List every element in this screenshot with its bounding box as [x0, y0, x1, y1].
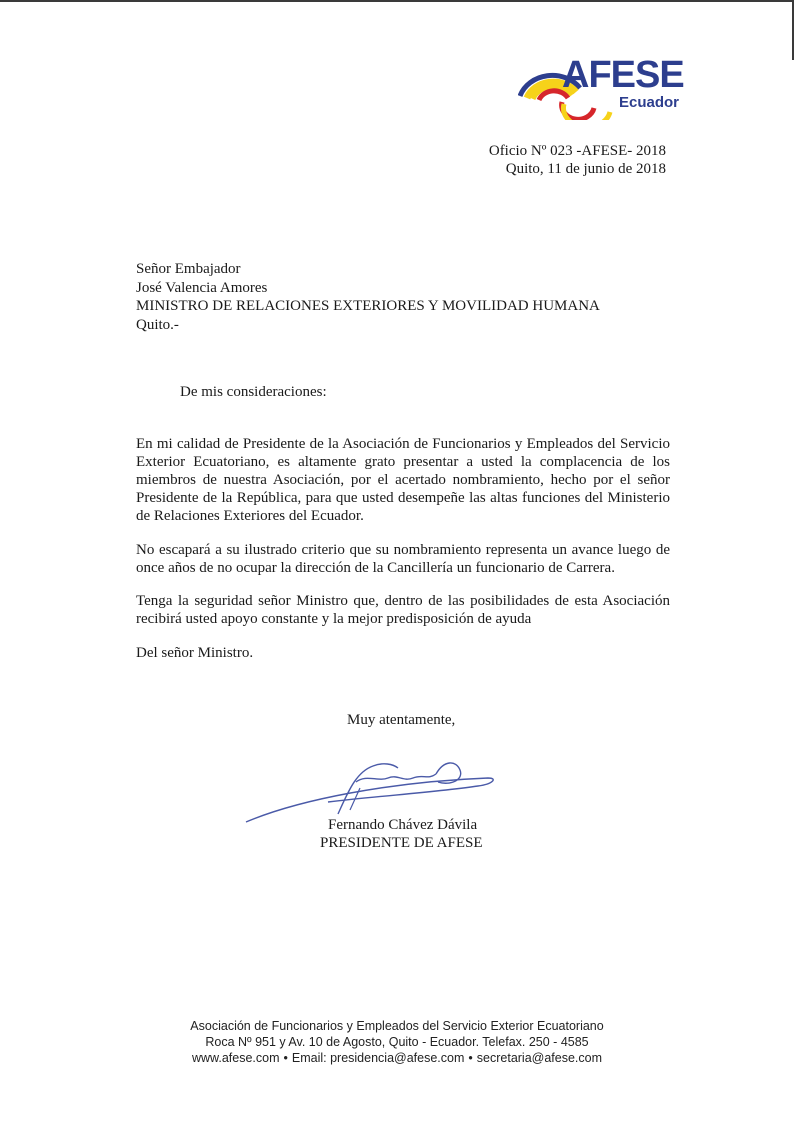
- footer: [150, 1018, 644, 1066]
- footer-website: www.afese.com: [191, 1051, 280, 1065]
- office-number: Oficio Nº 023 -AFESE- 2018: [488, 143, 666, 159]
- paragraph-3: Tenga la seguridad señor Ministro que, dentro de las posibilidades de esta Asociación recibirá usted apoyo constante y la mejor predisposición de ayuda: [136, 593, 670, 627]
- recipient-city: Quito.-: [136, 316, 179, 333]
- paragraph-2: No escapará a su ilustrado criterio que su nombramiento representa un avance luego de once años de no ocupar la dirección de la Cancillería un funcionario de Carrera.: [136, 542, 670, 576]
- recipient-block: [136, 260, 600, 334]
- signer-block: [320, 816, 483, 852]
- footer-email-presidencia: Email: presidencia@afese.com: [291, 1051, 465, 1065]
- footer-address: Roca Nº 951 y Av. 10 de Agosto, Quito - Ecuador. Telefax. 250 - 4585: [205, 1035, 589, 1049]
- afese-logo: [518, 54, 684, 120]
- footer-separator: •: [283, 1051, 288, 1065]
- logo-wordmark: AFESE: [562, 54, 684, 96]
- footer-separator: •: [468, 1051, 473, 1065]
- footer-email-secretaria: secretaria@afese.com: [476, 1051, 603, 1065]
- greeting: De mis consideraciones:: [180, 384, 327, 400]
- place-date: Quito, 11 de junio de 2018: [505, 161, 666, 177]
- signer-title: PRESIDENTE DE AFESE: [320, 835, 483, 851]
- recipient-title: MINISTRO DE RELACIONES EXTERIORES Y MOVILIDAD HUMANA: [136, 298, 600, 314]
- paragraph-1: En mi calidad de Presidente de la Asociación de Funcionarios y Empleados del Servicio Exterior Ecuatoriano, es altamente grato presentar a usted la complacencia de los miembros de nuestra Asociación, por el acertado nombramiento, hecho por el señor Presidente de la República, para que usted desempeñe las altas funciones del Ministerio de Relaciones Exteriores del Ecuador.: [136, 436, 670, 524]
- sign-off: Muy atentamente,: [347, 712, 456, 728]
- footer-organization: Asociación de Funcionarios y Empleados del Servicio Exterior Ecuatoriano: [190, 1019, 604, 1033]
- scan-edge-top: [0, 0, 794, 2]
- recipient-name: José Valencia Amores: [136, 279, 268, 296]
- recipient-honorific: Señor Embajador: [136, 261, 241, 277]
- signer-name: Fernando Chávez Dávila: [328, 817, 478, 833]
- logo-subtitle: Ecuador: [619, 94, 680, 111]
- closing-line: Del señor Ministro.: [136, 645, 254, 661]
- footer-contacts: [150, 1050, 644, 1066]
- reference-block: [489, 142, 666, 178]
